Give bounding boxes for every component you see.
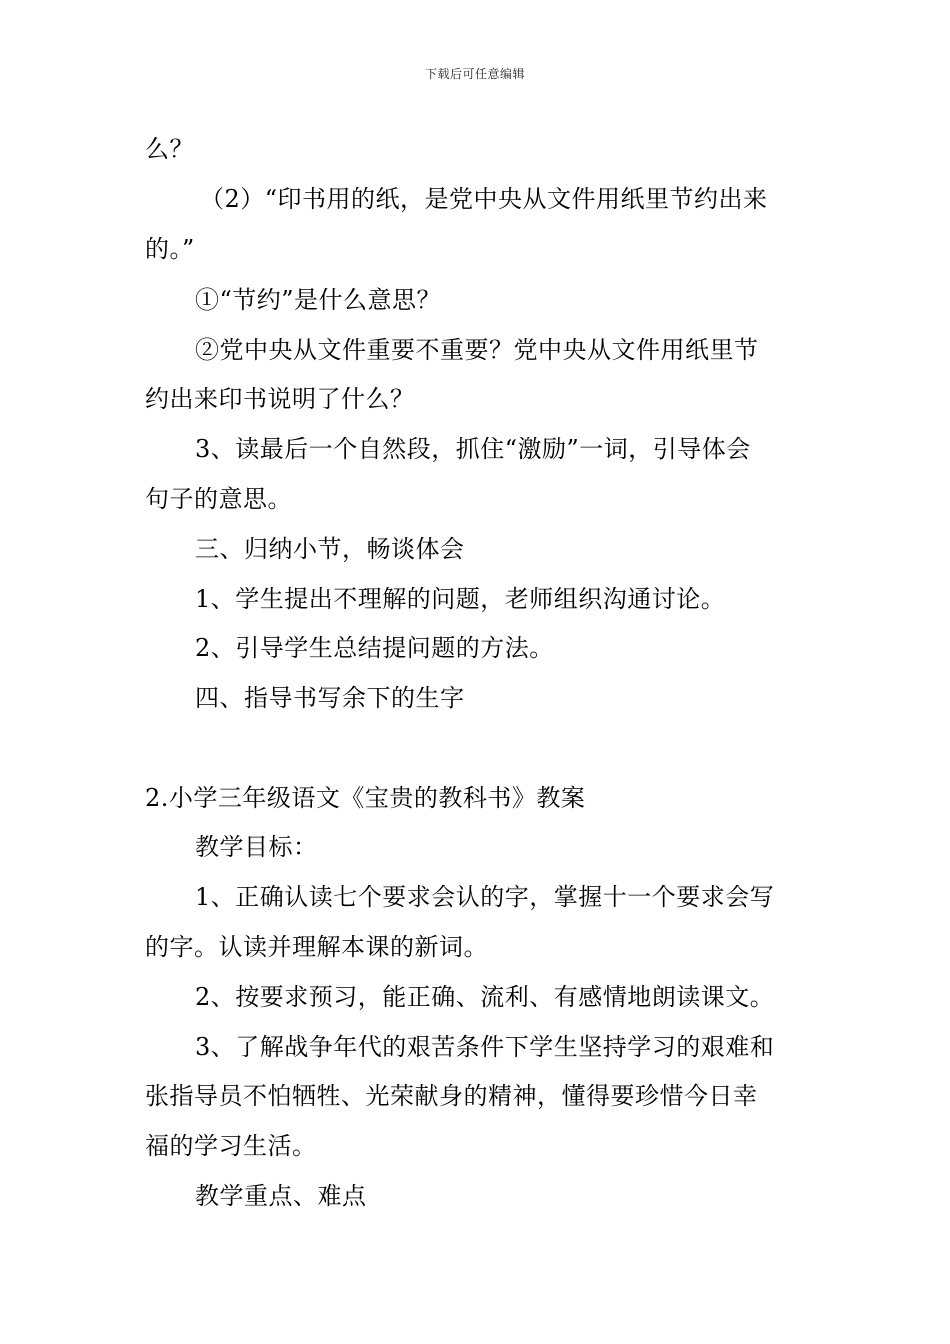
text-line: 3、了解战争年代的艰苦条件下学生坚持学习的艰难和 [195,1033,775,1061]
document-title: 2.小学三年级语文《宝贵的教科书》教案 [145,784,586,812]
section-heading: 三、归纳小节，畅谈体会 [195,535,465,563]
text-line: 么？ [145,135,194,163]
text-line: 约出来印书说明了什么？ [145,385,415,413]
text-line: 福的学习生活。 [145,1132,317,1160]
section-heading: 教学重点、难点 [195,1182,367,1210]
text-line: 3、读最后一个自然段，抓住“激励”一词，引导体会 [195,435,751,463]
text-line: 的字。认读并理解本课的新词。 [145,933,488,961]
text-line: （2）“印书用的纸，是党中央从文件用纸里节约出来 [200,185,768,213]
text-line: 1、学生提出不理解的问题，老师组织沟通讨论。 [195,585,726,613]
text-line: ①“节约”是什么意思？ [195,286,442,314]
text-line: 的。” [145,235,195,263]
text-line: ②党中央从文件重要不重要？党中央从文件用纸里节 [195,336,759,364]
page-header: 下载后可任意编辑 [424,67,525,81]
section-heading: 教学目标： [195,833,318,861]
text-line: 1、正确认读七个要求会认的字，掌握十一个要求会写 [195,883,775,911]
text-line: 2、引导学生总结提问题的方法。 [195,634,554,662]
text-line: 张指导员不怕牺牲、光荣献身的精神，懂得要珍惜今日幸 [145,1082,758,1110]
text-line: 句子的意思。 [145,485,292,513]
text-line: 2、按要求预习，能正确、流利、有感情地朗读课文。 [195,983,775,1011]
section-heading: 四、指导书写余下的生字 [195,684,465,712]
